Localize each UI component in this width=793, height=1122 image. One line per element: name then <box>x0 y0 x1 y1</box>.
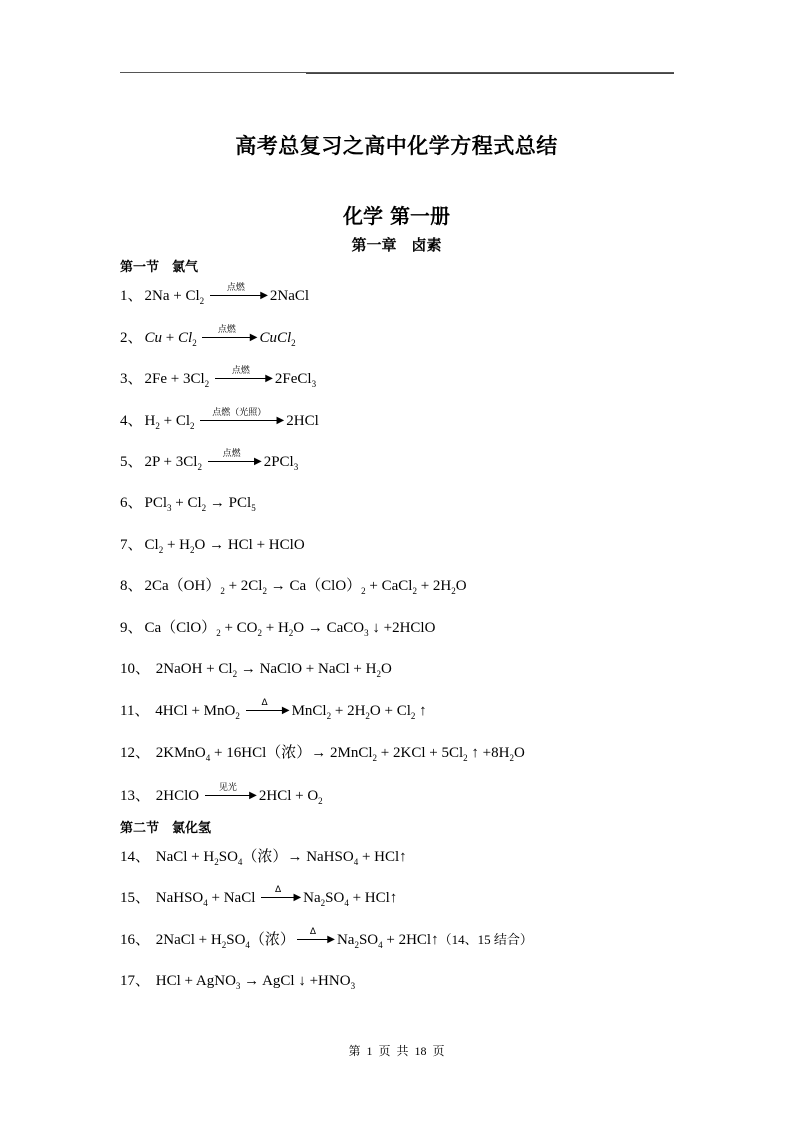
equation-number: 11、 <box>120 703 150 719</box>
page-footer: 第 1 页 共 18 页 <box>348 1044 445 1058</box>
equation-10: 10、 2NaOH + $Cl_2$ → NaClO + NaCl + $H_2O$ <box>120 661 392 679</box>
reaction-arrow: Δ ▶ <box>297 934 335 944</box>
equation-number: 15、 <box>120 890 151 906</box>
equation-2: 2、 $Cu + Cl_2$ 点燃 ▶ CuCl$_2$ <box>120 325 296 348</box>
equation-14: 14、 NaCl + $H_2SO_4$（浓）→ NaHSO$_4$ + HCl↑ <box>120 849 407 867</box>
reaction-arrow: 点燃 ▶ <box>210 290 268 300</box>
reaction-arrow: 点燃 ▶ <box>215 373 273 383</box>
reaction-arrow: Δ ▶ <box>246 705 290 715</box>
equation-12: 12、 2KMnO$_4$ + 16HCl（浓）→ 2MnCl$_2$ + $2KCl + 5Cl_2$ ↑ $+8H_2O$ <box>120 745 525 763</box>
equation-number: 4、 <box>120 413 143 429</box>
equation-number: 2、 <box>120 330 143 346</box>
book-title: 化学 第一册 <box>343 204 450 228</box>
equation-number: 1、 <box>120 288 143 304</box>
equation-6: 6、 $PCl_3 + Cl_2 \to PCl_5$ <box>120 495 256 513</box>
equation-number: 17、 <box>120 973 151 989</box>
equation-1: 1、 $2Na + Cl_2$ 点燃 ▶ 2NaCl <box>120 283 310 306</box>
equation-17: 17、 HCl + AgNO$_3$ → AgCl ↓ $+HNO_3$ <box>120 973 356 991</box>
equation-number: 10、 <box>120 661 151 677</box>
equation-number: 9、 <box>120 620 143 636</box>
page-title: 高考总复习之高中化学方程式总结 <box>235 134 558 158</box>
equation-number: 14、 <box>120 849 151 865</box>
equation-number: 3、 <box>120 371 143 387</box>
equation-9: 9、 $Ca(ClO)_2 + CO_2 + H_2O$ → CaCO$_3$ ↓ +2HClO <box>120 620 436 638</box>
equation-number: 16、 <box>120 932 151 948</box>
reaction-arrow: 见光 ▶ <box>205 790 257 800</box>
equation-number: 7、 <box>120 537 143 553</box>
equation-number: 8、 <box>120 578 143 594</box>
equation-number: 12、 <box>120 745 151 761</box>
reaction-arrow: 点燃（光照） ▶ <box>200 415 284 425</box>
equation-3: 3、 $2Fe + 3Cl_2$ 点燃 ▶ 2FeCl$_3$ <box>120 366 317 389</box>
equation-number: 13、 <box>120 788 151 804</box>
equation-number: 6、 <box>120 495 143 511</box>
equation-5: 5、 $2P + 3Cl_2$ 点燃 ▶ 2PCl$_3$ <box>120 449 299 472</box>
equation-16: 16、 2NaCl + $H_2SO_4$（浓） Δ ▶ $Na_2SO_4$ + 2HCl↑（14、15 结合） <box>120 927 533 950</box>
header-rule <box>120 72 674 73</box>
reaction-arrow: Δ ▶ <box>261 892 301 902</box>
equation-4: 4、 $H_2 + Cl_2$ 点燃（光照） ▶ 2HCl <box>120 408 319 431</box>
equation-11: 11、 4HCl + MnO$_2$ Δ ▶ MnCl$_2$ + $2H_2O + Cl_2$ ↑ <box>120 698 427 721</box>
section-heading: 第二节 氯化氢 <box>120 821 212 836</box>
section-heading: 第一节 氯气 <box>120 260 199 275</box>
equation-note: （14、15 结合） <box>438 932 533 947</box>
equation-15: 15、 NaHSO$_4$ + NaCl Δ ▶ $Na_2SO_4$ + HCl↑ <box>120 885 398 908</box>
chapter-title: 第一章 卤素 <box>351 236 442 254</box>
reaction-arrow: 点燃 ▶ <box>202 332 257 342</box>
equation-7: 7、 $Cl_2 + H_2O$ → HCl + HClO <box>120 537 305 555</box>
reaction-arrow: 点燃 ▶ <box>208 456 262 466</box>
equation-8: 8、 $2Ca(OH)_2 + 2Cl_2 \to Ca(ClO)_2$ + CaCl$_2$ + $2H_2O$ <box>120 578 467 596</box>
equation-number: 5、 <box>120 454 143 470</box>
equation-13: 13、 2HClO 见光 ▶ $2HCl + O_2$ <box>120 783 323 806</box>
